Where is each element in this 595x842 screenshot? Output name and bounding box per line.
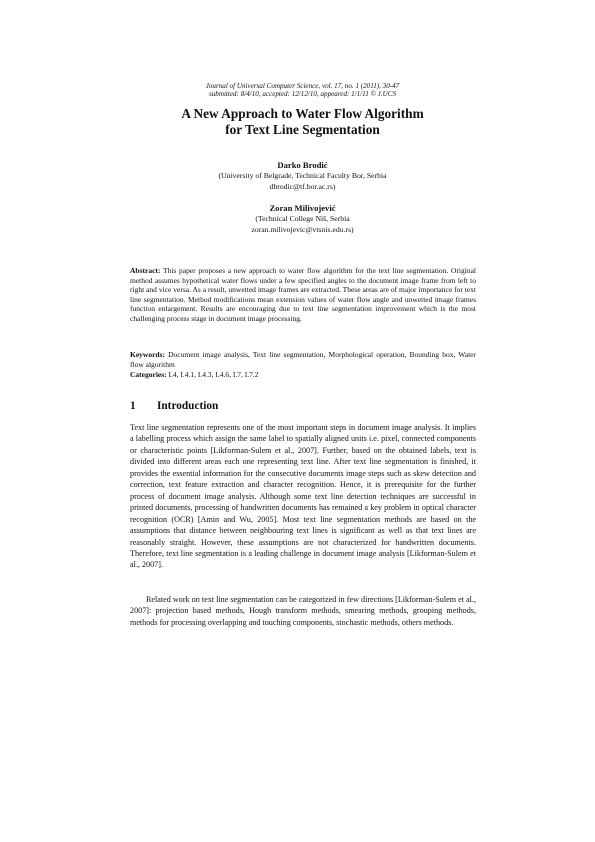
body-paragraph: Related work on text line segmentation can be categorized in few directions [Likforman-Sulem et al., 2007]: projection based methods, Hough transform methods, smearing methods, grouping methods, methods for processing overlapping and touching components, stochastic methods, others methods. [130,595,476,627]
section-title: Introduction [157,400,219,412]
journal-citation: Journal of Universal Computer Science, vol. 17, no. 1 (2011), 30-47 [205,82,400,90]
section-number: 1 [130,400,136,412]
author-email: dbrodic@tf.bor.ac.rs) [269,182,336,191]
author-affiliation: (University of Belgrade, Technical Faculty Bor, Serbia [218,171,387,180]
abstract-label: Abstract: [130,266,161,275]
body-paragraph: Text line segmentation represents one of the most important steps in document image analysis. It implies a labelling process which assign the same label to spatially aligned units i.e. pixel, connected components or characteristic points [Likforman-Sulem et al., 2007]. Further, based on the obtained labels, text is divided into different areas each one representing text line. After text line segmentation is finished, it provides the essential information for the consecutive documents image steps such as skew detection and correction, text feature extraction and character recognition. Hence, it is prerequisite for the further process of document image analysis. Although some text line detection techniques are successful in printed documents, processing of handwritten documents has remained a key problem in optical character recognition (OCR) [Amin and Wu, 2005]. Most text line segmentation methods are based on the assumptions that distance between neighbouring text lines is significant as well as that text lines are reasonably straight. However, these assumptions are not characterized for handwritten documents. Therefore, text line segmentation is a leading challenge in document image analysis [Likforman-Sulem et al., 2007]. [130,423,476,570]
categories [130,370,476,380]
author-name: Zoran Milivojević [269,203,336,213]
keywords-text: Document image analysis, Text line segmentation, Morphological operation, Bounding box, Water flow algorithm [130,350,476,369]
paper-title-line-1: A New Approach to Water Flow Algorithm [181,106,424,121]
section-heading [130,400,218,413]
abstract [130,266,476,324]
categories-text: I.4, I.4.1, I.4.3, I.4.6, I.7, I.7.2 [168,370,259,379]
author-email: zoran.milivojevic@vtsnis.edu.rs) [251,225,354,234]
submission-dates: submitted: 8/4/10, accepted: 12/12/10, appeared: 1/1/11 © J.UCS [208,90,397,98]
keywords-label: Keywords: [130,350,165,359]
keywords [130,350,476,369]
categories-label: Categories: [130,370,167,379]
author-affiliation: (Technical College Niš, Serbia [255,214,350,223]
paper-title-line-2: for Text Line Segmentation [225,122,380,137]
author-name: Darko Brodić [277,160,328,170]
abstract-text: This paper proposes a new approach to water flow algorithm for the text line segmentation. Original method assumes hypothetical water flows under a few specified angles to the document image frame from left to right and vice versa. As a result, unwetted image frames are extracted. These areas are of major importance for text line segmentation. Method modifications mean extension values of water flow angle and unwetted image frames function enlargement. Results are encouraging due to text line segmentation improvement which is the most challenging process stage in document image processing. [130,266,476,323]
